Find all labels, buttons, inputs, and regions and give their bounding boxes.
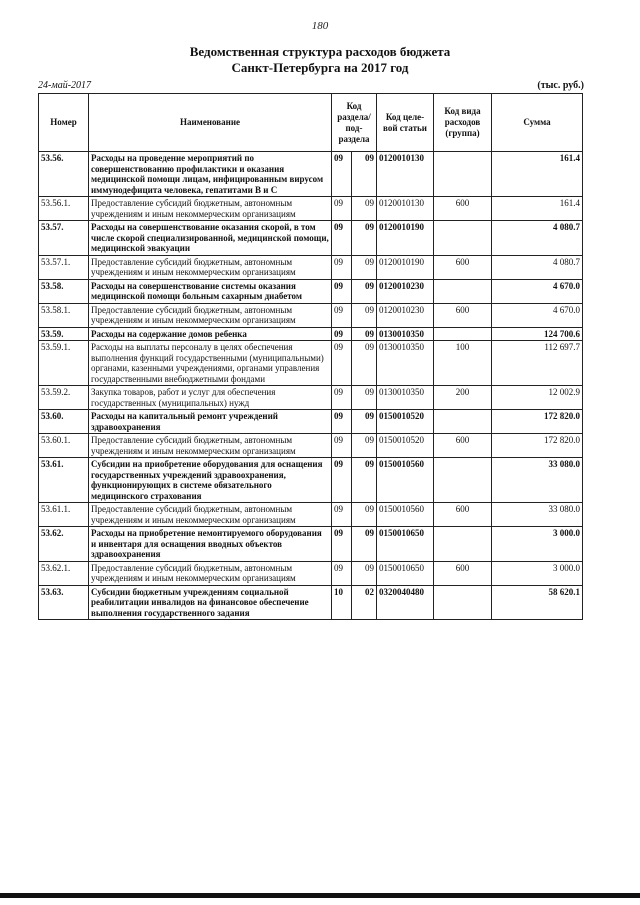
row-number: 53.56.1. [39, 197, 89, 221]
row-sum: 172 820.0 [492, 434, 583, 458]
units-label: (тыс. руб.) [537, 80, 584, 91]
table-row [39, 303, 583, 327]
page-bottom-edge [0, 893, 640, 898]
row-target-code: 0150010650 [377, 527, 434, 562]
row-number: 53.62. [39, 527, 89, 562]
row-expense-type [434, 458, 492, 503]
row-subsection-code: 09 [352, 386, 377, 410]
row-sum: 4 670.0 [492, 303, 583, 327]
row-target-code: 0120010230 [377, 279, 434, 303]
row-sum: 33 080.0 [492, 503, 583, 527]
row-name: Расходы на проведение мероприятий по совершенствованию профилактики и оказания медицинской помощи лицам, инфицированным вирусом иммунодефицита человека, гепатитами В и С [89, 152, 332, 197]
row-name: Расходы на капитальный ремонт учреждений здравоохранения [89, 410, 332, 434]
row-subsection-code: 02 [352, 585, 377, 620]
row-target-code: 0120010130 [377, 152, 434, 197]
row-sum: 161.4 [492, 197, 583, 221]
row-expense-type: 600 [434, 434, 492, 458]
row-expense-type [434, 152, 492, 197]
row-number: 53.61. [39, 458, 89, 503]
row-expense-type: 600 [434, 503, 492, 527]
row-target-code: 0150010650 [377, 561, 434, 585]
row-section-code: 09 [332, 152, 352, 197]
row-section-code: 09 [332, 221, 352, 256]
row-number: 53.59.1. [39, 341, 89, 386]
row-section-code: 09 [332, 410, 352, 434]
row-expense-type [434, 585, 492, 620]
row-name: Предоставление субсидий бюджетным, автономным учреждениям и иным некоммерческим организациям [89, 197, 332, 221]
row-subsection-code: 09 [352, 197, 377, 221]
row-expense-type [434, 279, 492, 303]
table-row [39, 341, 583, 386]
table-row [39, 197, 583, 221]
table-row [39, 327, 583, 341]
row-section-code: 10 [332, 585, 352, 620]
table-row [39, 410, 583, 434]
row-subsection-code: 09 [352, 410, 377, 434]
budget-table [38, 93, 583, 620]
row-expense-type: 600 [434, 303, 492, 327]
row-number: 53.58.1. [39, 303, 89, 327]
row-subsection-code: 09 [352, 279, 377, 303]
row-expense-type [434, 327, 492, 341]
row-name: Расходы на совершенствование системы оказания медицинской помощи больным сахарным диабетом [89, 279, 332, 303]
row-subsection-code: 09 [352, 327, 377, 341]
row-target-code: 0120010230 [377, 303, 434, 327]
row-target-code: 0120010130 [377, 197, 434, 221]
table-row [39, 434, 583, 458]
row-sum: 124 700.6 [492, 327, 583, 341]
row-section-code: 09 [332, 341, 352, 386]
table-row [39, 152, 583, 197]
row-expense-type [434, 410, 492, 434]
table-row [39, 458, 583, 503]
row-target-code: 0120010190 [377, 221, 434, 256]
row-number: 53.60. [39, 410, 89, 434]
row-expense-type: 600 [434, 255, 492, 279]
row-sum: 112 697.7 [492, 341, 583, 386]
header-sum: Сумма [492, 94, 583, 152]
table-row [39, 221, 583, 256]
row-sum: 4 080.7 [492, 255, 583, 279]
row-subsection-code: 09 [352, 341, 377, 386]
row-section-code: 09 [332, 279, 352, 303]
title-line-2: Санкт-Петербурга на 2017 год [231, 60, 409, 75]
row-sum: 3 000.0 [492, 561, 583, 585]
row-target-code: 0150010520 [377, 410, 434, 434]
row-sum: 4 080.7 [492, 221, 583, 256]
table-row [39, 386, 583, 410]
table-row [39, 279, 583, 303]
row-target-code: 0150010560 [377, 503, 434, 527]
table-row [39, 527, 583, 562]
row-number: 53.57. [39, 221, 89, 256]
row-name: Расходы на совершенствование оказания скорой, в том числе скорой специализированной, медицинской помощи, медицинской эвакуации [89, 221, 332, 256]
row-name: Субсидии бюджетным учреждениям социальной реабилитации инвалидов на финансовое обеспечение выполнения государственного задания [89, 585, 332, 620]
row-number: 53.62.1. [39, 561, 89, 585]
row-section-code: 09 [332, 561, 352, 585]
row-target-code: 0130010350 [377, 386, 434, 410]
row-target-code: 0130010350 [377, 327, 434, 341]
row-name: Субсидии на приобретение оборудования для оснащения государственных учреждений здравоохранения, функционирующих в системе обязательного медицинского страхования [89, 458, 332, 503]
row-target-code: 0150010560 [377, 458, 434, 503]
row-sum: 33 080.0 [492, 458, 583, 503]
header-number: Номер [39, 94, 89, 152]
row-section-code: 09 [332, 386, 352, 410]
table-body [39, 152, 583, 620]
row-name: Предоставление субсидий бюджетным, автономным учреждениям и иным некоммерческим организациям [89, 303, 332, 327]
row-expense-type: 600 [434, 561, 492, 585]
table-row [39, 561, 583, 585]
row-sum: 4 670.0 [492, 279, 583, 303]
row-name: Расходы на приобретение немонтируемого оборудования и инвентаря для оснащения вводных объектов здравоохранения [89, 527, 332, 562]
row-section-code: 09 [332, 197, 352, 221]
header-name: Наименование [89, 94, 332, 152]
row-name: Предоставление субсидий бюджетным, автономным учреждениям и иным некоммерческим организациям [89, 561, 332, 585]
title-line-1: Ведомственная структура расходов бюджета [189, 44, 451, 59]
row-subsection-code: 09 [352, 434, 377, 458]
row-section-code: 09 [332, 503, 352, 527]
row-expense-type [434, 221, 492, 256]
row-subsection-code: 09 [352, 221, 377, 256]
row-number: 53.56. [39, 152, 89, 197]
row-number: 53.60.1. [39, 434, 89, 458]
row-target-code: 0130010350 [377, 341, 434, 386]
header-expense-type: Код вида расходов (группа) [434, 94, 492, 152]
row-sum: 58 620.1 [492, 585, 583, 620]
row-number: 53.58. [39, 279, 89, 303]
table-row [39, 585, 583, 620]
row-section-code: 09 [332, 327, 352, 341]
page-number: 180 [311, 20, 329, 32]
row-name: Предоставление субсидий бюджетным, автономным учреждениям и иным некоммерческим организациям [89, 503, 332, 527]
row-number: 53.57.1. [39, 255, 89, 279]
row-section-code: 09 [332, 458, 352, 503]
row-subsection-code: 09 [352, 152, 377, 197]
row-subsection-code: 09 [352, 561, 377, 585]
row-subsection-code: 09 [352, 503, 377, 527]
row-expense-type: 200 [434, 386, 492, 410]
row-target-code: 0320040480 [377, 585, 434, 620]
row-sum: 161.4 [492, 152, 583, 197]
row-name: Расходы на выплаты персоналу в целях обеспечения выполнения функций государственными (муниципальными) органами, казенными учреждениями, органами управления государственными внебюджетными фондами [89, 341, 332, 386]
row-number: 53.61.1. [39, 503, 89, 527]
row-name: Предоставление субсидий бюджетным, автономным учреждениям и иным некоммерческим организациям [89, 255, 332, 279]
row-subsection-code: 09 [352, 527, 377, 562]
table-row [39, 255, 583, 279]
row-expense-type: 100 [434, 341, 492, 386]
document-title [0, 44, 640, 76]
document-date: 24-май-2017 [38, 80, 92, 91]
row-name: Предоставление субсидий бюджетным, автономным учреждениям и иным некоммерческим организациям [89, 434, 332, 458]
header-section: Код раздела/ под-раздела [332, 94, 377, 152]
table-row [39, 503, 583, 527]
row-section-code: 09 [332, 255, 352, 279]
row-number: 53.59.2. [39, 386, 89, 410]
header-target: Код целе-вой статьи [377, 94, 434, 152]
row-expense-type [434, 527, 492, 562]
row-expense-type: 600 [434, 197, 492, 221]
row-name: Расходы на содержание домов ребенка [89, 327, 332, 341]
row-sum: 3 000.0 [492, 527, 583, 562]
row-subsection-code: 09 [352, 303, 377, 327]
row-subsection-code: 09 [352, 255, 377, 279]
row-sum: 12 002.9 [492, 386, 583, 410]
row-section-code: 09 [332, 527, 352, 562]
row-sum: 172 820.0 [492, 410, 583, 434]
row-section-code: 09 [332, 303, 352, 327]
row-target-code: 0120010190 [377, 255, 434, 279]
row-number: 53.63. [39, 585, 89, 620]
row-name: Закупка товаров, работ и услуг для обеспечения государственных (муниципальных) нужд [89, 386, 332, 410]
row-target-code: 0150010520 [377, 434, 434, 458]
row-subsection-code: 09 [352, 458, 377, 503]
row-number: 53.59. [39, 327, 89, 341]
row-section-code: 09 [332, 434, 352, 458]
